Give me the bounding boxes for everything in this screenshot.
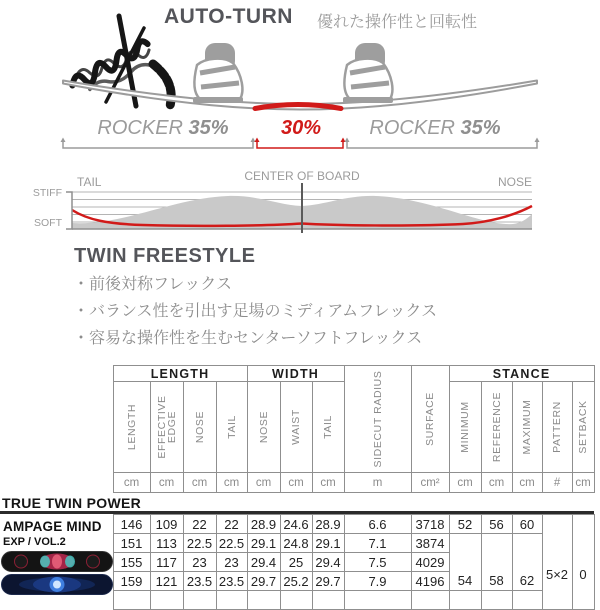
board-profile-illustration bbox=[55, 35, 545, 120]
spec-cell: 117 bbox=[150, 553, 183, 572]
product-variant: EXP / VOL.2 bbox=[3, 536, 66, 548]
spec-cell: 24.6 bbox=[280, 515, 312, 534]
spec-cell: 151 bbox=[113, 534, 150, 553]
col-header-sidecut-radius: SIDECUT RADIUS bbox=[344, 366, 411, 473]
spec-cell: 29.1 bbox=[312, 534, 344, 553]
spec-cell bbox=[216, 591, 247, 610]
rocker-right-value: 35% bbox=[460, 117, 501, 139]
spec-cell: 56 bbox=[481, 515, 512, 534]
bullet-item: ・前後対称フレックス bbox=[73, 276, 233, 293]
group-header-width: WIDTH bbox=[247, 366, 344, 382]
twin-freestyle-heading: TWIN FREESTYLE bbox=[74, 245, 256, 267]
group-header-stance: STANCE bbox=[449, 366, 594, 382]
spec-table-header bbox=[0, 365, 595, 493]
right-binding-icon bbox=[343, 43, 393, 103]
col-header-stance-reference: REFERENCE bbox=[481, 382, 512, 473]
spec-cell bbox=[344, 591, 411, 610]
spec-cell bbox=[449, 591, 481, 610]
rocker-left-value: 35% bbox=[188, 117, 229, 139]
spec-cell: 4196 bbox=[411, 572, 449, 591]
flex-soft-label: SOFT bbox=[34, 217, 62, 229]
rocker-left-word: ROCKER bbox=[97, 117, 189, 139]
spec-cell: 121 bbox=[150, 572, 183, 591]
bullet-item: ・容易な操作性を生むセンターソフトフレックス bbox=[73, 330, 423, 347]
camber-measure-brackets bbox=[55, 137, 545, 153]
spec-cell: 28.9 bbox=[247, 515, 280, 534]
col-header-effective-edge: EFFECTIVE EDGE bbox=[150, 382, 183, 473]
spec-cell bbox=[312, 591, 344, 610]
page-subtitle-jp: 優れた操作性と回転性 bbox=[317, 14, 478, 31]
spec-cell: 6.6 bbox=[344, 515, 411, 534]
spec-cell: 28.9 bbox=[312, 515, 344, 534]
spec-cell bbox=[280, 591, 312, 610]
col-header-surface: SURFACE bbox=[411, 366, 449, 473]
col-header-tail-length: TAIL bbox=[216, 382, 247, 473]
spec-cell: 25 bbox=[280, 553, 312, 572]
header-corner-cell bbox=[0, 366, 113, 493]
spec-cell: 25.2 bbox=[280, 572, 312, 591]
stance-ref-merged-cell: 58 bbox=[481, 534, 512, 591]
group-header-length: LENGTH bbox=[113, 366, 247, 382]
spec-cell: 23 bbox=[216, 553, 247, 572]
col-header-stance-pattern: PATTERN bbox=[542, 382, 572, 473]
col-header-nose-width: NOSE bbox=[247, 382, 280, 473]
rocker-right-word: ROCKER bbox=[369, 117, 461, 139]
unit-cell: cm bbox=[449, 473, 481, 493]
unit-cell: cm bbox=[280, 473, 312, 493]
spec-cell: 4029 bbox=[411, 553, 449, 572]
col-header-length: LENGTH bbox=[113, 382, 150, 473]
spec-cell: 7.5 bbox=[344, 553, 411, 572]
spec-cell: 7.9 bbox=[344, 572, 411, 591]
spec-cell: 3718 bbox=[411, 515, 449, 534]
spec-cell: 23.5 bbox=[183, 572, 216, 591]
spec-cell: 113 bbox=[150, 534, 183, 553]
stance-min-merged-cell: 54 bbox=[449, 534, 481, 591]
spec-cell bbox=[411, 591, 449, 610]
twin-freestyle-bullets bbox=[73, 271, 573, 352]
unit-cell: cm bbox=[150, 473, 183, 493]
spec-cell: 29.1 bbox=[247, 534, 280, 553]
spec-cell: 29.4 bbox=[312, 553, 344, 572]
flex-y-axis bbox=[66, 192, 72, 229]
spec-cell: 3874 bbox=[411, 534, 449, 553]
unit-cell: cm bbox=[247, 473, 280, 493]
left-binding-icon bbox=[193, 43, 243, 103]
board-graphic-2 bbox=[1, 574, 113, 595]
spec-cell: 22 bbox=[216, 515, 247, 534]
spec-cell: 52 bbox=[449, 515, 481, 534]
unit-cell: cm bbox=[312, 473, 344, 493]
unit-cell: m bbox=[344, 473, 411, 493]
col-header-waist-width: WAIST bbox=[280, 382, 312, 473]
stance-max-merged-cell: 62 bbox=[512, 534, 542, 591]
spec-cell: 7.1 bbox=[344, 534, 411, 553]
col-header-nose-length: NOSE bbox=[183, 382, 216, 473]
flex-center-label: CENTER OF BOARD bbox=[244, 169, 360, 183]
spec-cell: 22 bbox=[183, 515, 216, 534]
product-name: AMPAGE MIND bbox=[3, 519, 102, 534]
unit-cell: cm bbox=[216, 473, 247, 493]
col-header-stance-minimum: MINIMUM bbox=[449, 382, 481, 473]
unit-cell: cm bbox=[481, 473, 512, 493]
spec-cell bbox=[113, 591, 150, 610]
spec-cell: 60 bbox=[512, 515, 542, 534]
spec-cell: 22.5 bbox=[183, 534, 216, 553]
spec-cell: 23.5 bbox=[216, 572, 247, 591]
spec-cell: 29.4 bbox=[247, 553, 280, 572]
col-header-tail-width: TAIL bbox=[312, 382, 344, 473]
flex-stiff-label: STIFF bbox=[33, 187, 62, 199]
camber-center-value: 30% bbox=[280, 117, 322, 139]
spec-cell: 29.7 bbox=[312, 572, 344, 591]
unit-cell: cm bbox=[572, 473, 594, 493]
spec-cell bbox=[183, 591, 216, 610]
unit-cell: # bbox=[542, 473, 572, 493]
pattern-cell: 5×2 bbox=[542, 515, 572, 610]
spec-cell: 155 bbox=[113, 553, 150, 572]
spec-cell: 29.7 bbox=[247, 572, 280, 591]
col-header-stance-setback: SETBACK bbox=[572, 382, 594, 473]
unit-cell: cm² bbox=[411, 473, 449, 493]
spec-cell: 23 bbox=[183, 553, 216, 572]
spec-cell: 159 bbox=[113, 572, 150, 591]
spec-cell: 24.8 bbox=[280, 534, 312, 553]
flex-profile-chart bbox=[33, 162, 545, 238]
spec-cell bbox=[150, 591, 183, 610]
series-label: TRUE TWIN POWER bbox=[2, 495, 142, 511]
page-title: AUTO-TURN bbox=[164, 5, 293, 28]
board-graphic-1 bbox=[1, 551, 113, 572]
bullet-item: ・バランス性を引出す足場のミディアムフレックス bbox=[73, 303, 438, 320]
flex-tail-label: TAIL bbox=[77, 175, 102, 189]
spec-cell bbox=[247, 591, 280, 610]
unit-cell: cm bbox=[512, 473, 542, 493]
spec-cell bbox=[481, 591, 512, 610]
setback-cell: 0 bbox=[572, 515, 594, 610]
spec-cell: 146 bbox=[113, 515, 150, 534]
spec-cell: 22.5 bbox=[216, 534, 247, 553]
spec-cell: 109 bbox=[150, 515, 183, 534]
col-header-stance-maximum: MAXIMUM bbox=[512, 382, 542, 473]
unit-cell: cm bbox=[113, 473, 150, 493]
spec-cell bbox=[512, 591, 542, 610]
unit-cell: cm bbox=[183, 473, 216, 493]
flex-nose-label: NOSE bbox=[497, 175, 532, 189]
